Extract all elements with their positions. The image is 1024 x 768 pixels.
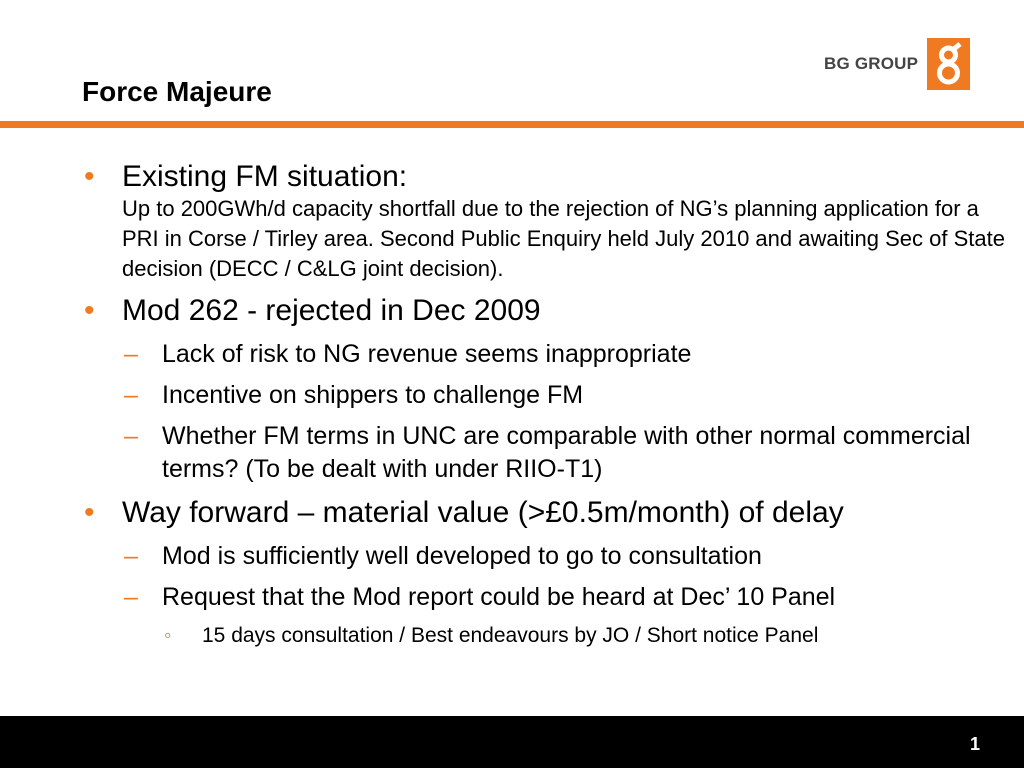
sub-bullet-text: Incentive on shippers to challenge FM bbox=[162, 381, 584, 409]
sub-bullet-marker: – bbox=[124, 340, 138, 368]
bullet-heading: Way forward – material value (>£0.5m/month) of delay bbox=[122, 496, 844, 529]
sub-bullet bbox=[82, 540, 1012, 573]
sub-sub-bullet-marker: ◦ bbox=[164, 624, 172, 647]
sub-bullet-text: Lack of risk to NG revenue seems inappropriate bbox=[162, 340, 692, 368]
bullet-way-forward bbox=[82, 496, 1012, 530]
sub-bullet-text: Whether FM terms in UNC are comparable with other normal commercial terms? (To be dealt with under RIIO-T1) bbox=[162, 422, 971, 483]
sub-bullet bbox=[82, 581, 1012, 614]
sub-sub-bullet-text: 15 days consultation / Best endeavours by JO / Short notice Panel bbox=[202, 624, 819, 647]
sub-bullet-marker: – bbox=[124, 381, 138, 409]
bullet-marker: • bbox=[84, 160, 95, 193]
sub-sub-bullet bbox=[82, 622, 1012, 650]
bullet-detail: Up to 200GWh/d capacity shortfall due to the rejection of NG’s planning application for a PRI in Corse / Tirley area. Second Public Enquiry held July 2010 and awaiting Sec of State decision (DECC / C&LG joint decision). bbox=[122, 196, 1005, 281]
slide-body bbox=[82, 160, 1012, 650]
sub-bullet bbox=[82, 420, 1012, 486]
bullet-mod-262 bbox=[82, 294, 1012, 328]
sub-bullet-marker: – bbox=[124, 583, 138, 611]
bullet-heading: Existing FM situation: bbox=[122, 160, 408, 193]
slide-title: Force Majeure bbox=[82, 76, 272, 107]
bullet-marker: • bbox=[84, 496, 95, 529]
bullet-heading: Mod 262 - rejected in Dec 2009 bbox=[122, 294, 541, 327]
sub-bullet-text: Request that the Mod report could be heard at Dec’ 10 Panel bbox=[162, 583, 836, 611]
bullet-existing-fm bbox=[82, 160, 1012, 284]
sub-bullet-marker: – bbox=[124, 542, 138, 570]
sub-bullet-marker: – bbox=[124, 422, 138, 450]
sub-bullet bbox=[82, 338, 1012, 371]
footer-bar bbox=[0, 716, 1024, 768]
sub-bullet bbox=[82, 379, 1012, 412]
sub-bullet-text: Mod is sufficiently well developed to go to consultation bbox=[162, 542, 762, 570]
bullet-marker: • bbox=[84, 294, 95, 327]
logo-text: BG GROUP bbox=[824, 54, 919, 73]
logo-g-mark bbox=[927, 38, 970, 90]
page-number: 1 bbox=[969, 734, 980, 754]
header-divider bbox=[0, 121, 1024, 128]
